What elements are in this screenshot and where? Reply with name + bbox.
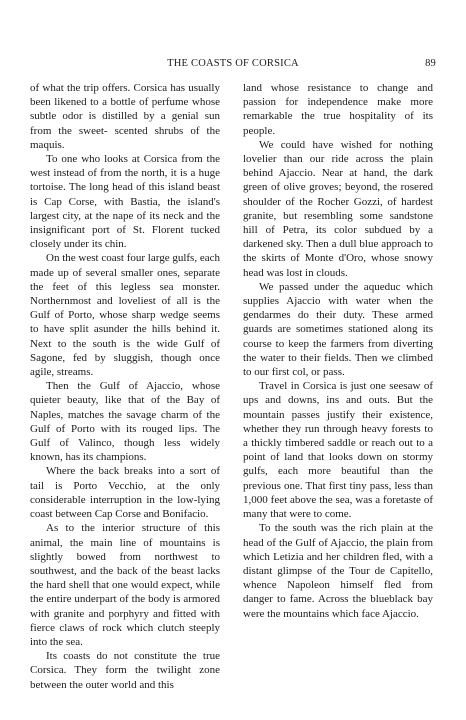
paragraph: Where the back breaks into a sort of tail is Porto Vecchio, at the only considerable interruption in the low-lying coast between Cap Corse and Bonifacio. (30, 465, 220, 521)
paragraph: We passed under the aqueduc which supplies Ajaccio with water when the gendarmes do their duty. These armed guards are sometimes stationed along its course to keep the farmers from diverting the water to their fields. Then we climbed to our first col, or pass. (243, 280, 433, 379)
running-title: THE COASTS OF CORSICA (167, 58, 299, 69)
running-header (30, 58, 436, 72)
paragraph: Travel in Corsica is just one seesaw of ups and downs, ins and outs. But the mountain passes justify their existence, whether they run through heavy forests to a thickly timbered saddle or reach out to a point of land that looks down on stormy gulfs, each more beautiful than the previous one. That first tiny pass, less than 1,000 feet above the sea, was a foretaste of many that were to come. (243, 380, 433, 521)
paragraph: land whose resistance to change and passion for independence make more remarkable the true hospitality of its people. (243, 82, 433, 137)
paragraph: As to the interior structure of this animal, the main line of mountains is slightly bowed from northwest to southwest, and the back of the beast lacks the hard shell that one would expect, while the entire underpart of the body is armored with granite and porphyry and fitted with fierce claws of rock which clutch steeply into the sea. (30, 522, 220, 648)
left-column (30, 81, 220, 692)
right-column (243, 81, 433, 621)
paragraph: To the south was the rich plain at the head of the Gulf of Ajaccio, the plain from which Letizia and her children fled, with a distant glimpse of the Tour de Capitello, whence Napoleon himself fled from danger to fame. Across the blueblack bay were the mountains which face Ajaccio. (243, 522, 433, 620)
paragraph: of what the trip offers. Corsica has usually been likened to a bottle of perfume whose subtle odor is distilled by a genial sun from the sweet- scented shrubs of the maquis. (30, 82, 220, 151)
paragraph: To one who looks at Corsica from the west instead of from the north, it is a huge tortoise. The long head of this island beast is Cap Corse, with Bastia, the island's largest city, at the nape of its neck and the insignificant port of St. Florent tucked closely under its chin. (30, 153, 220, 251)
page-number: 89 (425, 58, 436, 69)
paragraph: Then the Gulf of Ajaccio, whose quieter beauty, like that of the Bay of Naples, matches the savage charm of the Gulf of Porto with its rouged lips. The Gulf of Valinco, though less widely known, has its champions. (30, 380, 220, 464)
paragraph: Its coasts do not constitute the true Corsica. They form the twilight zone between the outer world and this (30, 650, 220, 691)
paragraph: We could have wished for nothing lovelier than our ride across the plain behind Ajaccio. Near at hand, the dark green of olive groves; beyond, the rosered shoulder of the Rocher Gozzi, of hardest granite, but resembling some sandstone hill of Petra, its color subdued by a darkened sky. Then a dull blue approach to the skirts of Monte d'Oro, whose snowy head was lost in clouds. (243, 138, 433, 279)
paragraph: On the west coast four large gulfs, each made up of several smaller ones, separate the feet of this legless sea monster. Northernmost and loveliest of all is the Gulf of Porto, whose sharp wedge seems to have split asunder the hills behind it. Next to the south is the wide Gulf of Sagone, fed by sluggish, though once agile, streams. (30, 252, 220, 379)
body-text (30, 81, 436, 701)
